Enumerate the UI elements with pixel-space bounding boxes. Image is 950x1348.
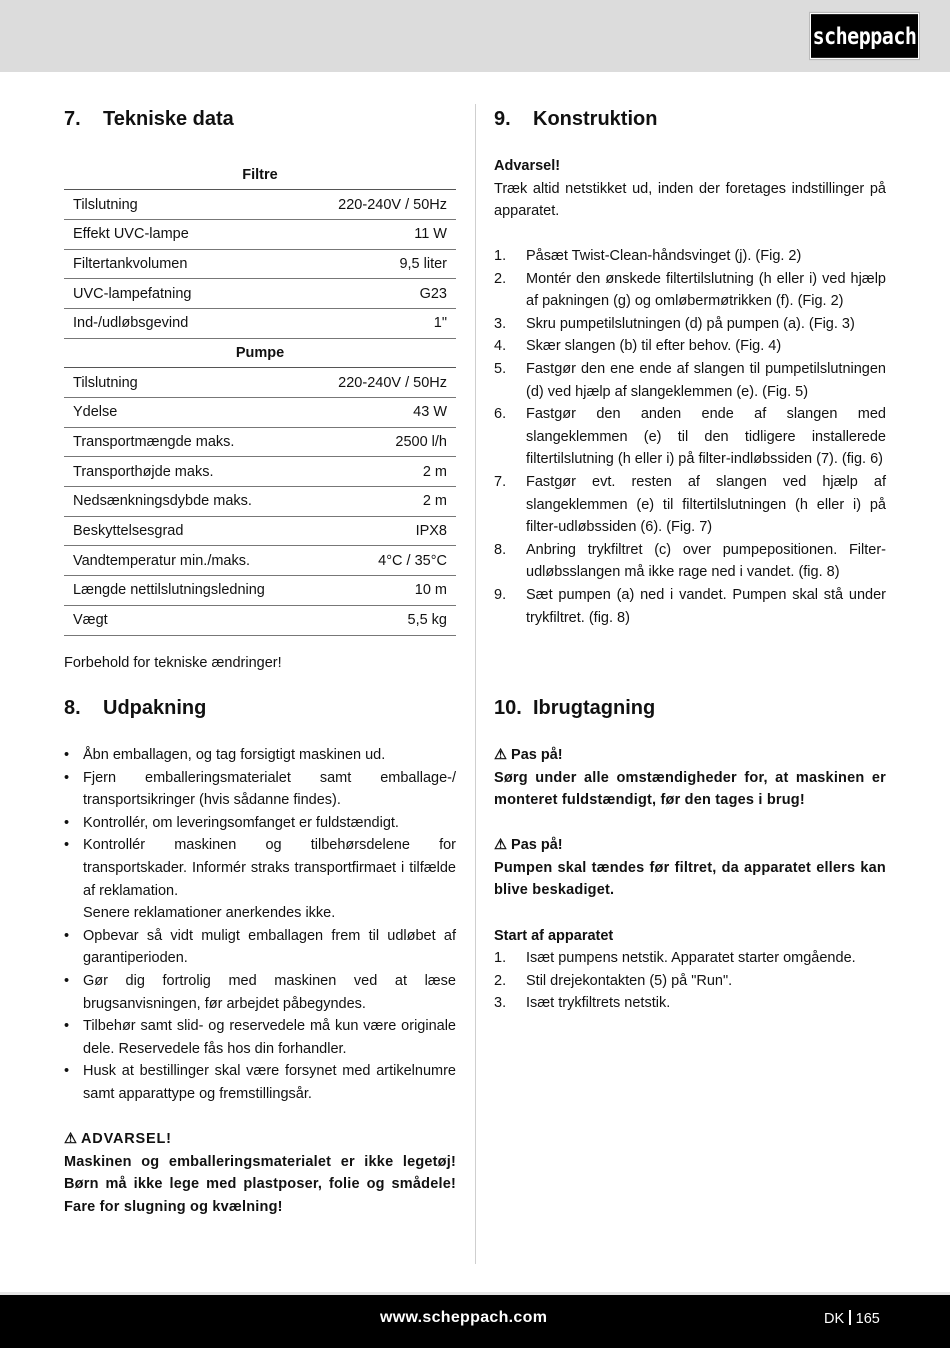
warning-text: Træk altid netstikket ud, inden der foretages indstillinger på apparatet. bbox=[494, 180, 886, 220]
section-title: Tekniske data bbox=[103, 108, 234, 130]
table-row bbox=[64, 605, 456, 635]
spec-value: 9,5 liter bbox=[308, 249, 456, 279]
spec-label: Effekt UVC-lampe bbox=[64, 219, 308, 249]
table-row bbox=[64, 398, 456, 428]
table-row bbox=[64, 308, 456, 338]
spec-value: 2 m bbox=[308, 457, 456, 487]
list-item: • Husk at bestillinger skal være forsynet med artikelnumre samt apparattype og fremstillingsår. bbox=[64, 1060, 456, 1105]
technical-changes-note: Forbehold for tekniske ændringer! bbox=[64, 655, 282, 671]
section-10-heading bbox=[494, 697, 655, 720]
page-number bbox=[824, 1310, 880, 1327]
spec-label: Vandtemperatur min./maks. bbox=[64, 546, 308, 576]
table-row bbox=[64, 219, 456, 249]
list-item: • Opbevar så vidt muligt emballagen frem til udløbet af garantiperioden. bbox=[64, 925, 456, 970]
table-group-header: Filtre bbox=[64, 160, 456, 190]
step-item: 5. Fastgør den ene ende af slangen til pumpetilslutningen (d) ved hjælp af slangeklemmen (e). (Fig. 5) bbox=[494, 360, 886, 400]
spec-label: UVC-lampefatning bbox=[64, 279, 308, 309]
list-item: • Gør dig fortrolig med maskinen ved at læse brugsanvisningen, før arbejdet påbegyndes. bbox=[64, 970, 456, 1015]
scheppach-logo: scheppach bbox=[810, 13, 919, 59]
section-7-heading bbox=[64, 108, 234, 131]
website-link[interactable]: www.scheppach.com bbox=[380, 1309, 548, 1326]
warning-block bbox=[64, 1128, 456, 1218]
spec-value: IPX8 bbox=[308, 516, 456, 546]
bullet-icon: • bbox=[64, 1063, 70, 1080]
spec-label: Tilslutning bbox=[64, 368, 308, 398]
table-row bbox=[64, 368, 456, 398]
bullet-icon: • bbox=[64, 837, 70, 854]
spec-label: Ydelse bbox=[64, 398, 308, 428]
technical-data-table bbox=[64, 160, 456, 636]
table-group-header: Pumpe bbox=[64, 338, 456, 368]
warning-triangle-icon: ⚠ bbox=[494, 837, 507, 853]
spec-label: Transporthøjde maks. bbox=[64, 457, 308, 487]
caution-block bbox=[494, 834, 886, 902]
list-item: • Kontrollér maskinen og tilbehørsdelene for transportskader. Informér straks transportfirmaet i tilfælde af reklamation. Senere reklamationer anerkendes ikke. bbox=[64, 834, 456, 924]
page-num: 165 bbox=[855, 1311, 880, 1327]
caution-block bbox=[494, 744, 886, 812]
step-item: 4. Skær slangen (b) til efter behov. (Fig. 4) bbox=[494, 338, 782, 355]
section-9-heading bbox=[494, 108, 657, 131]
spec-value: G23 bbox=[308, 279, 456, 309]
step-item: 3. Skru pumpetilslutningen (d) på pumpen (a). (Fig. 3) bbox=[494, 315, 855, 332]
language-code: DK bbox=[824, 1311, 845, 1327]
spec-value: 1" bbox=[308, 308, 456, 338]
step-item: 1. Påsæt Twist-Clean-håndsvinget (j). (Fig. 2) bbox=[494, 248, 802, 264]
table-row bbox=[64, 516, 456, 546]
table-row bbox=[64, 249, 456, 279]
section-title: Konstruktion bbox=[533, 108, 658, 130]
table-row bbox=[64, 546, 456, 576]
spec-value: 2500 l/h bbox=[308, 427, 456, 457]
spec-label: Tilslutning bbox=[64, 190, 308, 220]
caution-heading: ⚠ Pas på! bbox=[494, 747, 563, 763]
spec-label: Filtertankvolumen bbox=[64, 249, 308, 279]
table-row bbox=[64, 427, 456, 457]
spec-value: 43 W bbox=[308, 398, 456, 428]
section-number: 10. bbox=[494, 697, 522, 719]
spec-label: Transportmængde maks. bbox=[64, 427, 308, 457]
caution-text: Pumpen skal tændes før filtret, da apparatet ellers kan blive beskadiget. bbox=[494, 859, 886, 899]
table-row bbox=[64, 279, 456, 309]
spec-label: Ind-/udløbsgevind bbox=[64, 308, 308, 338]
construction-steps bbox=[494, 245, 886, 629]
spec-value: 220-240V / 50Hz bbox=[308, 190, 456, 220]
table-row bbox=[64, 190, 456, 220]
warning-triangle-icon: ⚠ bbox=[494, 747, 507, 763]
step-item: 8. Anbring trykfiltret (c) over pumpepositionen. Filter-udløbsslangen må ikke rage ned i vandet. (fig. 8) bbox=[494, 541, 886, 581]
unpacking-list bbox=[64, 744, 456, 1106]
bullet-icon: • bbox=[64, 814, 70, 831]
list-item: • Fjern emballeringsmaterialet samt emballage-/ transportsikringer (hvis sådanne findes). bbox=[64, 767, 456, 812]
separator bbox=[849, 1310, 851, 1325]
step-item: 1. Isæt pumpens netstik. Apparatet starter omgående. bbox=[494, 950, 856, 966]
spec-label: Vægt bbox=[64, 605, 308, 635]
section-number: 9. bbox=[494, 108, 511, 130]
spec-label: Længde nettilslutningsledning bbox=[64, 576, 308, 606]
spec-value: 5,5 kg bbox=[308, 605, 456, 635]
step-item: 9. Sæt pumpen (a) ned i vandet. Pumpen skal stå under trykfiltret. (fig. 8) bbox=[494, 586, 886, 626]
spec-value: 10 m bbox=[308, 576, 456, 606]
spec-value: 11 W bbox=[308, 219, 456, 249]
bullet-icon: • bbox=[64, 927, 70, 944]
bullet-icon: • bbox=[64, 1018, 70, 1035]
bullet-icon: • bbox=[64, 769, 70, 786]
spec-label: Beskyttelsesgrad bbox=[64, 516, 308, 546]
construction-warning bbox=[494, 155, 886, 223]
page-header bbox=[0, 0, 950, 72]
section-number: 7. bbox=[64, 108, 81, 130]
section-title: Udpakning bbox=[103, 697, 207, 719]
start-heading: Start af apparatet bbox=[494, 928, 614, 944]
spec-value: 2 m bbox=[308, 487, 456, 517]
list-item: • Kontrollér, om leveringsomfanget er fuldstændigt. bbox=[64, 812, 456, 835]
spec-value: 220-240V / 50Hz bbox=[308, 368, 456, 398]
warning-text: Maskinen og emballeringsmaterialet er ikke legetøj! Børn må ikke lege med plastposer, folie og smådele! Fare for slugning og kvælning! bbox=[64, 1153, 456, 1215]
start-steps bbox=[494, 947, 886, 1015]
step-item: 2. Stil drejekontakten (5) på "Run". bbox=[494, 972, 733, 989]
step-item: 6. Fastgør den anden ende af slangen med slangeklemmen (e) til den tidligere installerede filtertilslutning (h eller i) på filter-indløbssiden (7). (fig. 6) bbox=[494, 406, 886, 468]
list-item: • Tilbehør samt slid- og reservedele må kun være originale dele. Reservedele fås hos din forhandler. bbox=[64, 1015, 456, 1060]
list-item: • Åbn emballagen, og tag forsigtigt maskinen ud. bbox=[64, 744, 456, 767]
section-8-heading bbox=[64, 697, 206, 720]
step-item: 3. Isæt trykfiltrets netstik. bbox=[494, 995, 671, 1012]
column-divider bbox=[475, 104, 476, 1264]
step-item: 2. Montér den ønskede filtertilslutning (h eller i) ved hjælp af pakningen (g) og omløbermøtrikken (f). (Fig. 2) bbox=[494, 270, 886, 310]
spec-label: Nedsænkningsdybde maks. bbox=[64, 487, 308, 517]
section-title: Ibrugtagning bbox=[533, 697, 656, 719]
bullet-icon: • bbox=[64, 747, 70, 763]
table-row bbox=[64, 457, 456, 487]
spec-value: 4°C / 35°C bbox=[308, 546, 456, 576]
table-row bbox=[64, 576, 456, 606]
caution-heading: ⚠ Pas på! bbox=[494, 837, 563, 853]
warning-triangle-icon: ⚠ bbox=[64, 1131, 77, 1147]
bullet-icon: • bbox=[64, 972, 70, 989]
table-row bbox=[64, 487, 456, 517]
warning-heading: Advarsel! bbox=[494, 158, 561, 174]
step-item: 7. Fastgør evt. resten af slangen ved hjælp af slangeklemmen (e) til filtertilslutningen (h eller i) på filter-udløbssiden (6). (Fig. 7) bbox=[494, 473, 886, 536]
section-number: 8. bbox=[64, 697, 81, 719]
caution-text: Sørg under alle omstændigheder for, at maskinen er monteret fuldstændigt, før den tages i brug! bbox=[494, 769, 886, 809]
warning-heading: ⚠ ADVARSEL! bbox=[64, 1131, 172, 1147]
